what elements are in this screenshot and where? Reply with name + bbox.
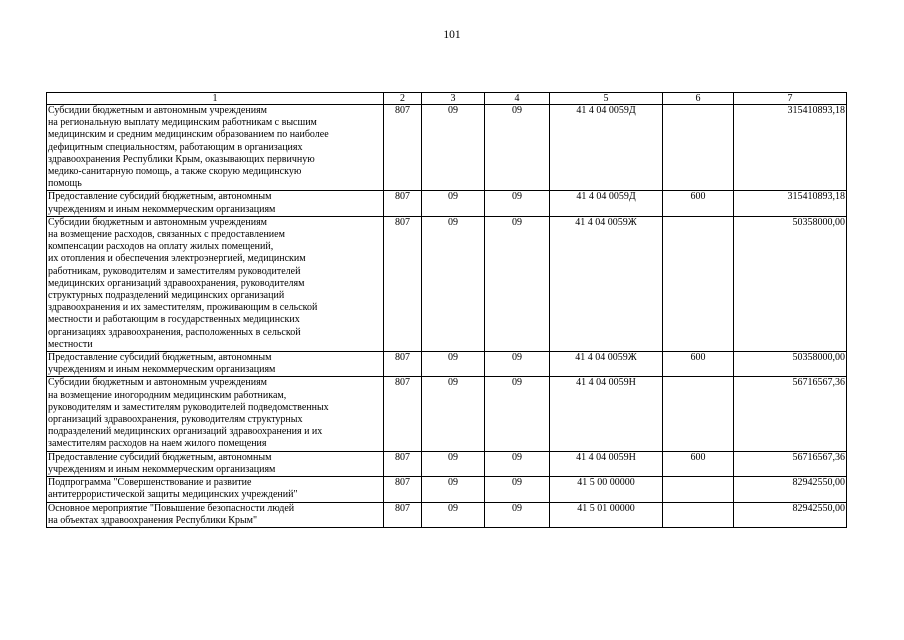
page-number: 101 (443, 29, 461, 41)
ministry-code-cell: 807 (384, 216, 422, 351)
ministry-code-cell: 807 (384, 352, 422, 377)
table-row (47, 477, 847, 502)
subsection-code-cell: 09 (485, 451, 550, 476)
description-line: учреждениям и иным некоммерческим организациям (48, 203, 276, 215)
description-cell (47, 451, 384, 476)
target-code-cell: 41 4 04 0059Ж (550, 216, 663, 351)
description-line: Субсидии бюджетным и автономным учреждениям (48, 105, 268, 116)
target-code-cell: 41 5 01 00000 (550, 502, 663, 527)
amount-cell: 56716567,36 (734, 451, 847, 476)
description-line: на объектах здравоохранения Республики Крым" (48, 514, 258, 526)
expense-type-cell (663, 105, 734, 191)
table-body (47, 105, 847, 528)
description-line: антитеррористической защиты медицинских учреждений" (48, 489, 298, 501)
description-line: организаций здравоохранения, руководителям структурных (48, 414, 303, 426)
ministry-code-cell: 807 (384, 377, 422, 451)
expense-type-cell: 600 (663, 352, 734, 377)
ministry-code-cell: 807 (384, 105, 422, 191)
description-line: заместителям расходов на наем жилого помещения (48, 438, 267, 450)
description-line: на возмещение иногородним медицинским работникам, (48, 389, 287, 401)
target-code-cell: 41 4 04 0059Н (550, 451, 663, 476)
description-line: организациях здравоохранения, расположенных в сельской (48, 326, 301, 338)
description-line: на возмещение расходов, связанных с предоставлением (48, 229, 285, 241)
ministry-code-cell: 807 (384, 477, 422, 502)
description-line: здравоохранения Республики Крым, оказывающих первичную (48, 153, 315, 165)
description-line: их отопления и обеспечения электроэнергией, медицинским (48, 253, 306, 265)
amount-cell: 315410893,18 (734, 191, 847, 216)
target-code-cell: 41 4 04 0059Ж (550, 352, 663, 377)
expense-type-cell: 600 (663, 451, 734, 476)
subsection-code-cell: 09 (485, 502, 550, 527)
column-header-5: 5 (550, 93, 663, 105)
section-code-cell: 09 (422, 216, 485, 351)
description-line: учреждениям и иным некоммерческим организациям (48, 463, 276, 475)
target-code-cell: 41 4 04 0059Н (550, 377, 663, 451)
ministry-code-cell: 807 (384, 451, 422, 476)
expense-type-cell: 600 (663, 191, 734, 216)
description-line: Подпрограмма "Совершенствование и развитие (48, 477, 252, 489)
description-line: помощь (48, 178, 82, 190)
description-line: медицинским и средним медицинским образованием по наиболее (48, 129, 329, 141)
ministry-code-cell: 807 (384, 191, 422, 216)
section-code-cell: 09 (422, 352, 485, 377)
column-header-7: 7 (734, 93, 847, 105)
subsection-code-cell: 09 (485, 377, 550, 451)
column-header-6: 6 (663, 93, 734, 105)
section-code-cell: 09 (422, 477, 485, 502)
amount-cell: 50358000,00 (734, 352, 847, 377)
target-code-cell: 41 4 04 0059Д (550, 191, 663, 216)
description-line: Предоставление субсидий бюджетным, автономным (48, 352, 272, 364)
description-line: местности и работающим в государственных медицинских (48, 314, 300, 326)
table-row (47, 105, 847, 191)
description-line: Основное мероприятие "Повышение безопасности людей (48, 502, 295, 514)
subsection-code-cell: 09 (485, 216, 550, 351)
description-line: местности (48, 338, 93, 350)
section-code-cell: 09 (422, 377, 485, 451)
section-code-cell: 09 (422, 105, 485, 191)
description-line: руководителям и заместителям руководителей подведомственных (48, 401, 329, 413)
description-line: компенсации расходов на оплату жилых помещений, (48, 241, 274, 253)
section-code-cell: 09 (422, 502, 485, 527)
amount-cell: 50358000,00 (734, 216, 847, 351)
description-line: медицинских организаций здравоохранения, руководителям (48, 277, 305, 289)
header-row (47, 93, 847, 105)
description-line: медико-санитарную помощь, а также скорую медицинскую (48, 166, 302, 178)
amount-cell: 82942550,00 (734, 502, 847, 527)
subsection-code-cell: 09 (485, 191, 550, 216)
amount-cell: 82942550,00 (734, 477, 847, 502)
description-line: здравоохранения и их заместителям, проживающим в сельской (48, 302, 318, 314)
description-cell (47, 502, 384, 527)
description-cell (47, 477, 384, 502)
description-cell (47, 216, 384, 351)
ministry-code-cell: 807 (384, 502, 422, 527)
description-line: работникам, руководителям и заместителям руководителей (48, 265, 301, 277)
table-row (47, 502, 847, 527)
column-header-2: 2 (384, 93, 422, 105)
description-line: Предоставление субсидий бюджетным, автономным (48, 451, 272, 463)
section-code-cell: 09 (422, 191, 485, 216)
column-header-3: 3 (422, 93, 485, 105)
description-line: структурных подразделений медицинских организаций (48, 290, 285, 302)
description-line: Предоставление субсидий бюджетным, автономным (48, 191, 272, 203)
amount-cell: 315410893,18 (734, 105, 847, 191)
description-cell (47, 377, 384, 451)
target-code-cell: 41 5 00 00000 (550, 477, 663, 502)
amount-cell: 56716567,36 (734, 377, 847, 451)
description-cell (47, 352, 384, 377)
table-row (47, 377, 847, 451)
target-code-cell: 41 4 04 0059Д (550, 105, 663, 191)
expense-type-cell (663, 477, 734, 502)
budget-table (46, 92, 847, 528)
description-line: учреждениям и иным некоммерческим организациям (48, 364, 276, 376)
description-cell (47, 105, 384, 191)
expense-type-cell (663, 502, 734, 527)
description-line: подразделений медицинских организаций здравоохранения и их (48, 426, 323, 438)
column-header-4: 4 (485, 93, 550, 105)
subsection-code-cell: 09 (485, 105, 550, 191)
table-row (47, 451, 847, 476)
expense-type-cell (663, 377, 734, 451)
subsection-code-cell: 09 (485, 477, 550, 502)
table-row (47, 191, 847, 216)
table-row (47, 216, 847, 351)
description-cell (47, 191, 384, 216)
description-line: Субсидии бюджетным и автономным учреждениям (48, 377, 268, 389)
subsection-code-cell: 09 (485, 352, 550, 377)
section-code-cell: 09 (422, 451, 485, 476)
description-line: дефицитным специальностям, работающим в организациях (48, 141, 303, 153)
description-line: на региональную выплату медицинским работникам с высшим (48, 117, 317, 129)
description-line: Субсидии бюджетным и автономным учреждениям (48, 216, 268, 228)
column-header-1: 1 (47, 93, 384, 105)
table-row (47, 352, 847, 377)
expense-type-cell (663, 216, 734, 351)
